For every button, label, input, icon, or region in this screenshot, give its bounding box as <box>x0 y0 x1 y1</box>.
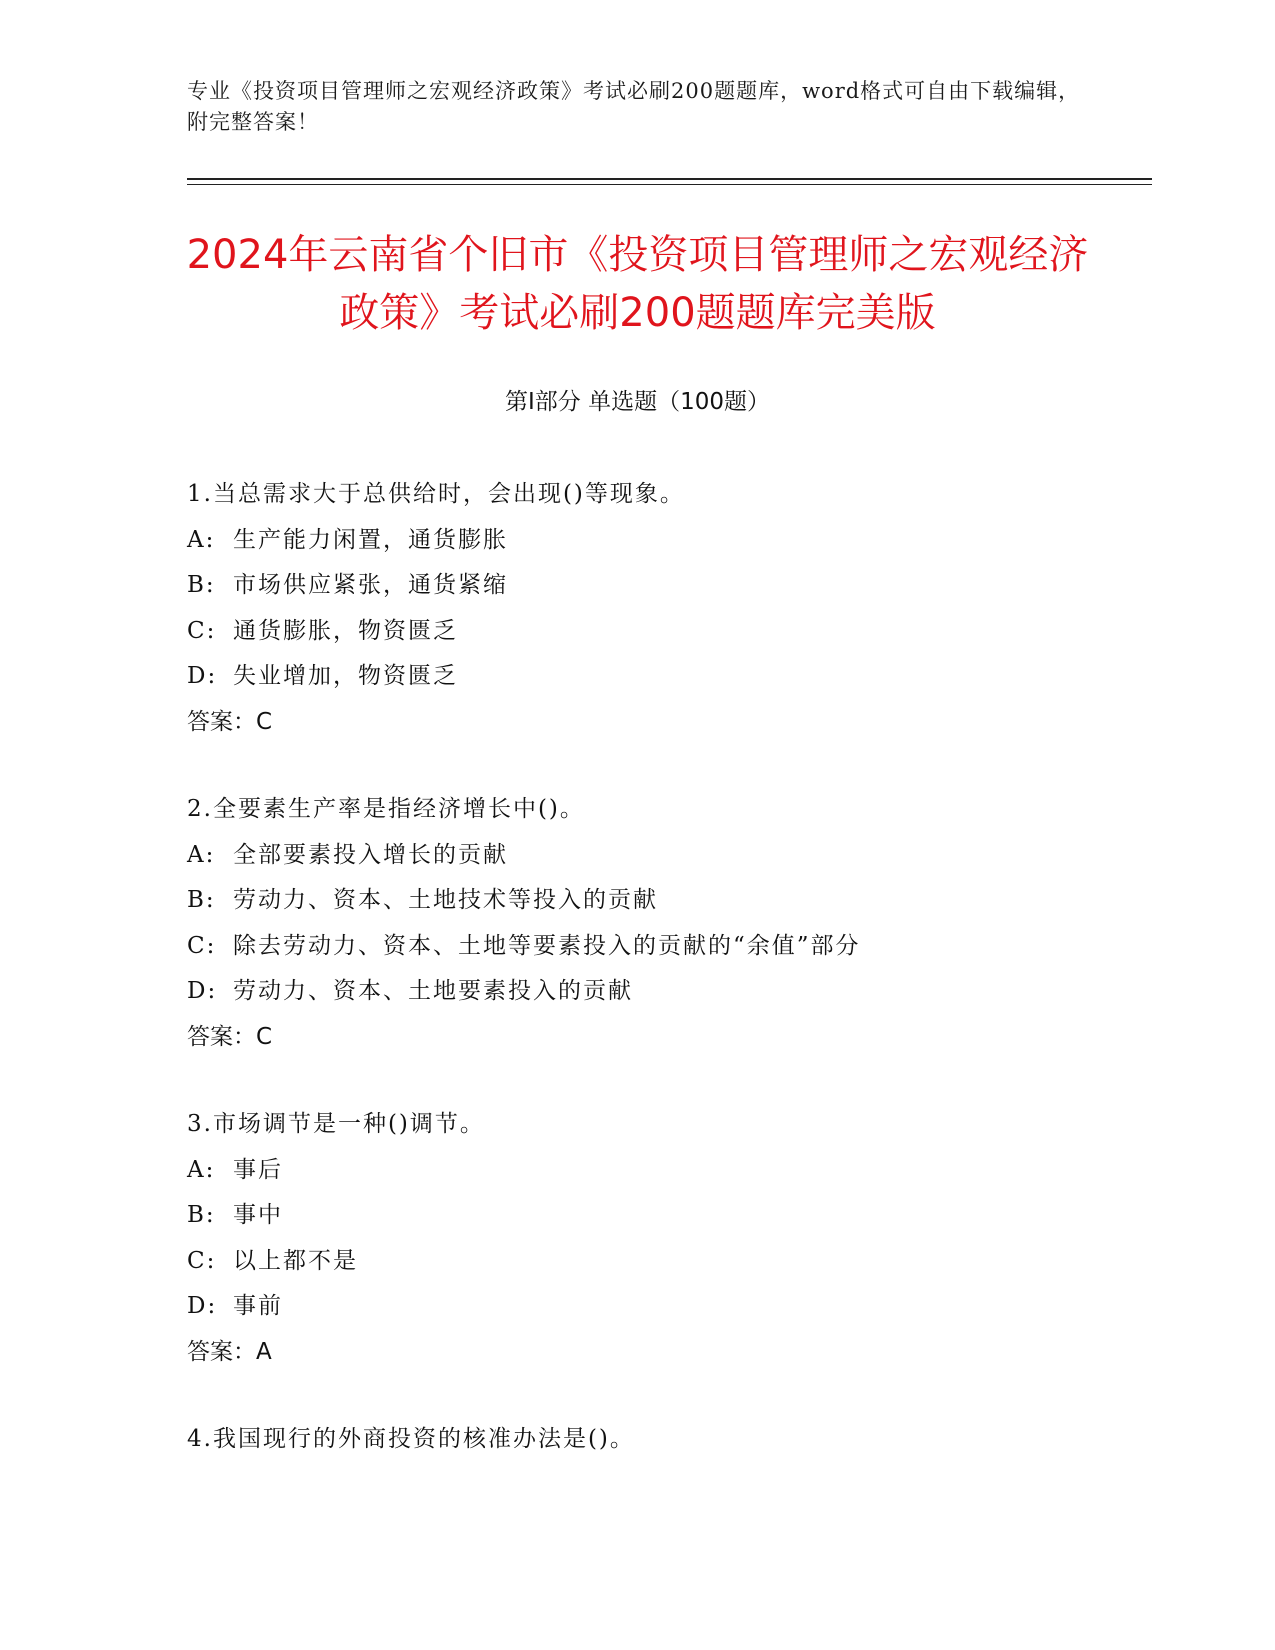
option-text: 劳动力、资本、土地要素投入的贡献 <box>233 978 633 1004</box>
question-stem: 2.全要素生产率是指经济增长中()。 <box>187 796 585 822</box>
option-d <box>187 969 1147 1015</box>
option-key: C: <box>187 617 217 644</box>
question-4 <box>187 1417 1147 1463</box>
option-text: 除去劳动力、资本、土地等要素投入的贡献的“余值”部分 <box>233 932 861 959</box>
question-1 <box>187 472 1147 745</box>
option-c <box>187 924 1147 970</box>
question-stem: 4.我国现行的外商投资的核准办法是()。 <box>187 1426 635 1452</box>
option-text: 市场供应紧张，通货紧缩 <box>233 572 508 598</box>
option-text: 失业增加，物资匮乏 <box>233 663 458 689</box>
answer: 答案：C <box>187 708 273 735</box>
option-b <box>187 1193 1147 1239</box>
answer: 答案：C <box>187 1023 273 1050</box>
option-text: 全部要素投入增长的贡献 <box>233 841 508 868</box>
option-text: 生产能力闲置，通货膨胀 <box>233 526 508 553</box>
option-key: A: <box>187 1156 216 1183</box>
option-text: 以上都不是 <box>233 1247 358 1274</box>
answer: 答案：A <box>187 1338 272 1365</box>
document-title: 2024年云南省个旧市《投资项目管理师之宏观经济政策》考试必刷200题题库完美版 <box>186 232 1089 336</box>
option-key: A: <box>187 841 216 868</box>
option-key: B: <box>187 887 216 913</box>
option-text: 事后 <box>233 1156 283 1183</box>
question-3 <box>187 1102 1147 1375</box>
option-d <box>187 654 1147 700</box>
header-note: 专业《投资项目管理师之宏观经济政策》考试必刷200题题库，word格式可自由下载编辑，附完整答案！ <box>187 79 1081 134</box>
question-list <box>187 472 1147 1505</box>
option-key: B: <box>187 572 216 598</box>
option-a <box>187 833 1147 879</box>
option-text: 事中 <box>233 1202 283 1228</box>
question-stem: 1.当总需求大于总供给时，会出现()等现象。 <box>187 481 685 507</box>
option-key: C: <box>187 932 217 959</box>
option-b <box>187 878 1147 924</box>
option-a <box>187 518 1147 564</box>
option-key: A: <box>187 526 216 553</box>
option-a <box>187 1148 1147 1194</box>
question-stem: 3.市场调节是一种()调节。 <box>187 1111 485 1137</box>
option-b <box>187 563 1147 609</box>
option-text: 事前 <box>233 1293 283 1319</box>
option-key: D: <box>187 978 218 1004</box>
option-key: C: <box>187 1247 217 1274</box>
option-key: D: <box>187 663 218 689</box>
option-key: D: <box>187 1293 218 1319</box>
option-d <box>187 1284 1147 1330</box>
option-c <box>187 1239 1147 1285</box>
header-divider-thin <box>187 184 1152 185</box>
option-c <box>187 609 1147 655</box>
option-key: B: <box>187 1202 216 1228</box>
option-text: 通货膨胀，物资匮乏 <box>233 617 458 644</box>
option-text: 劳动力、资本、土地技术等投入的贡献 <box>233 887 658 913</box>
section-title: 第Ⅰ部分 单选题（100题） <box>505 389 770 415</box>
header-divider <box>187 178 1152 180</box>
question-2 <box>187 787 1147 1060</box>
